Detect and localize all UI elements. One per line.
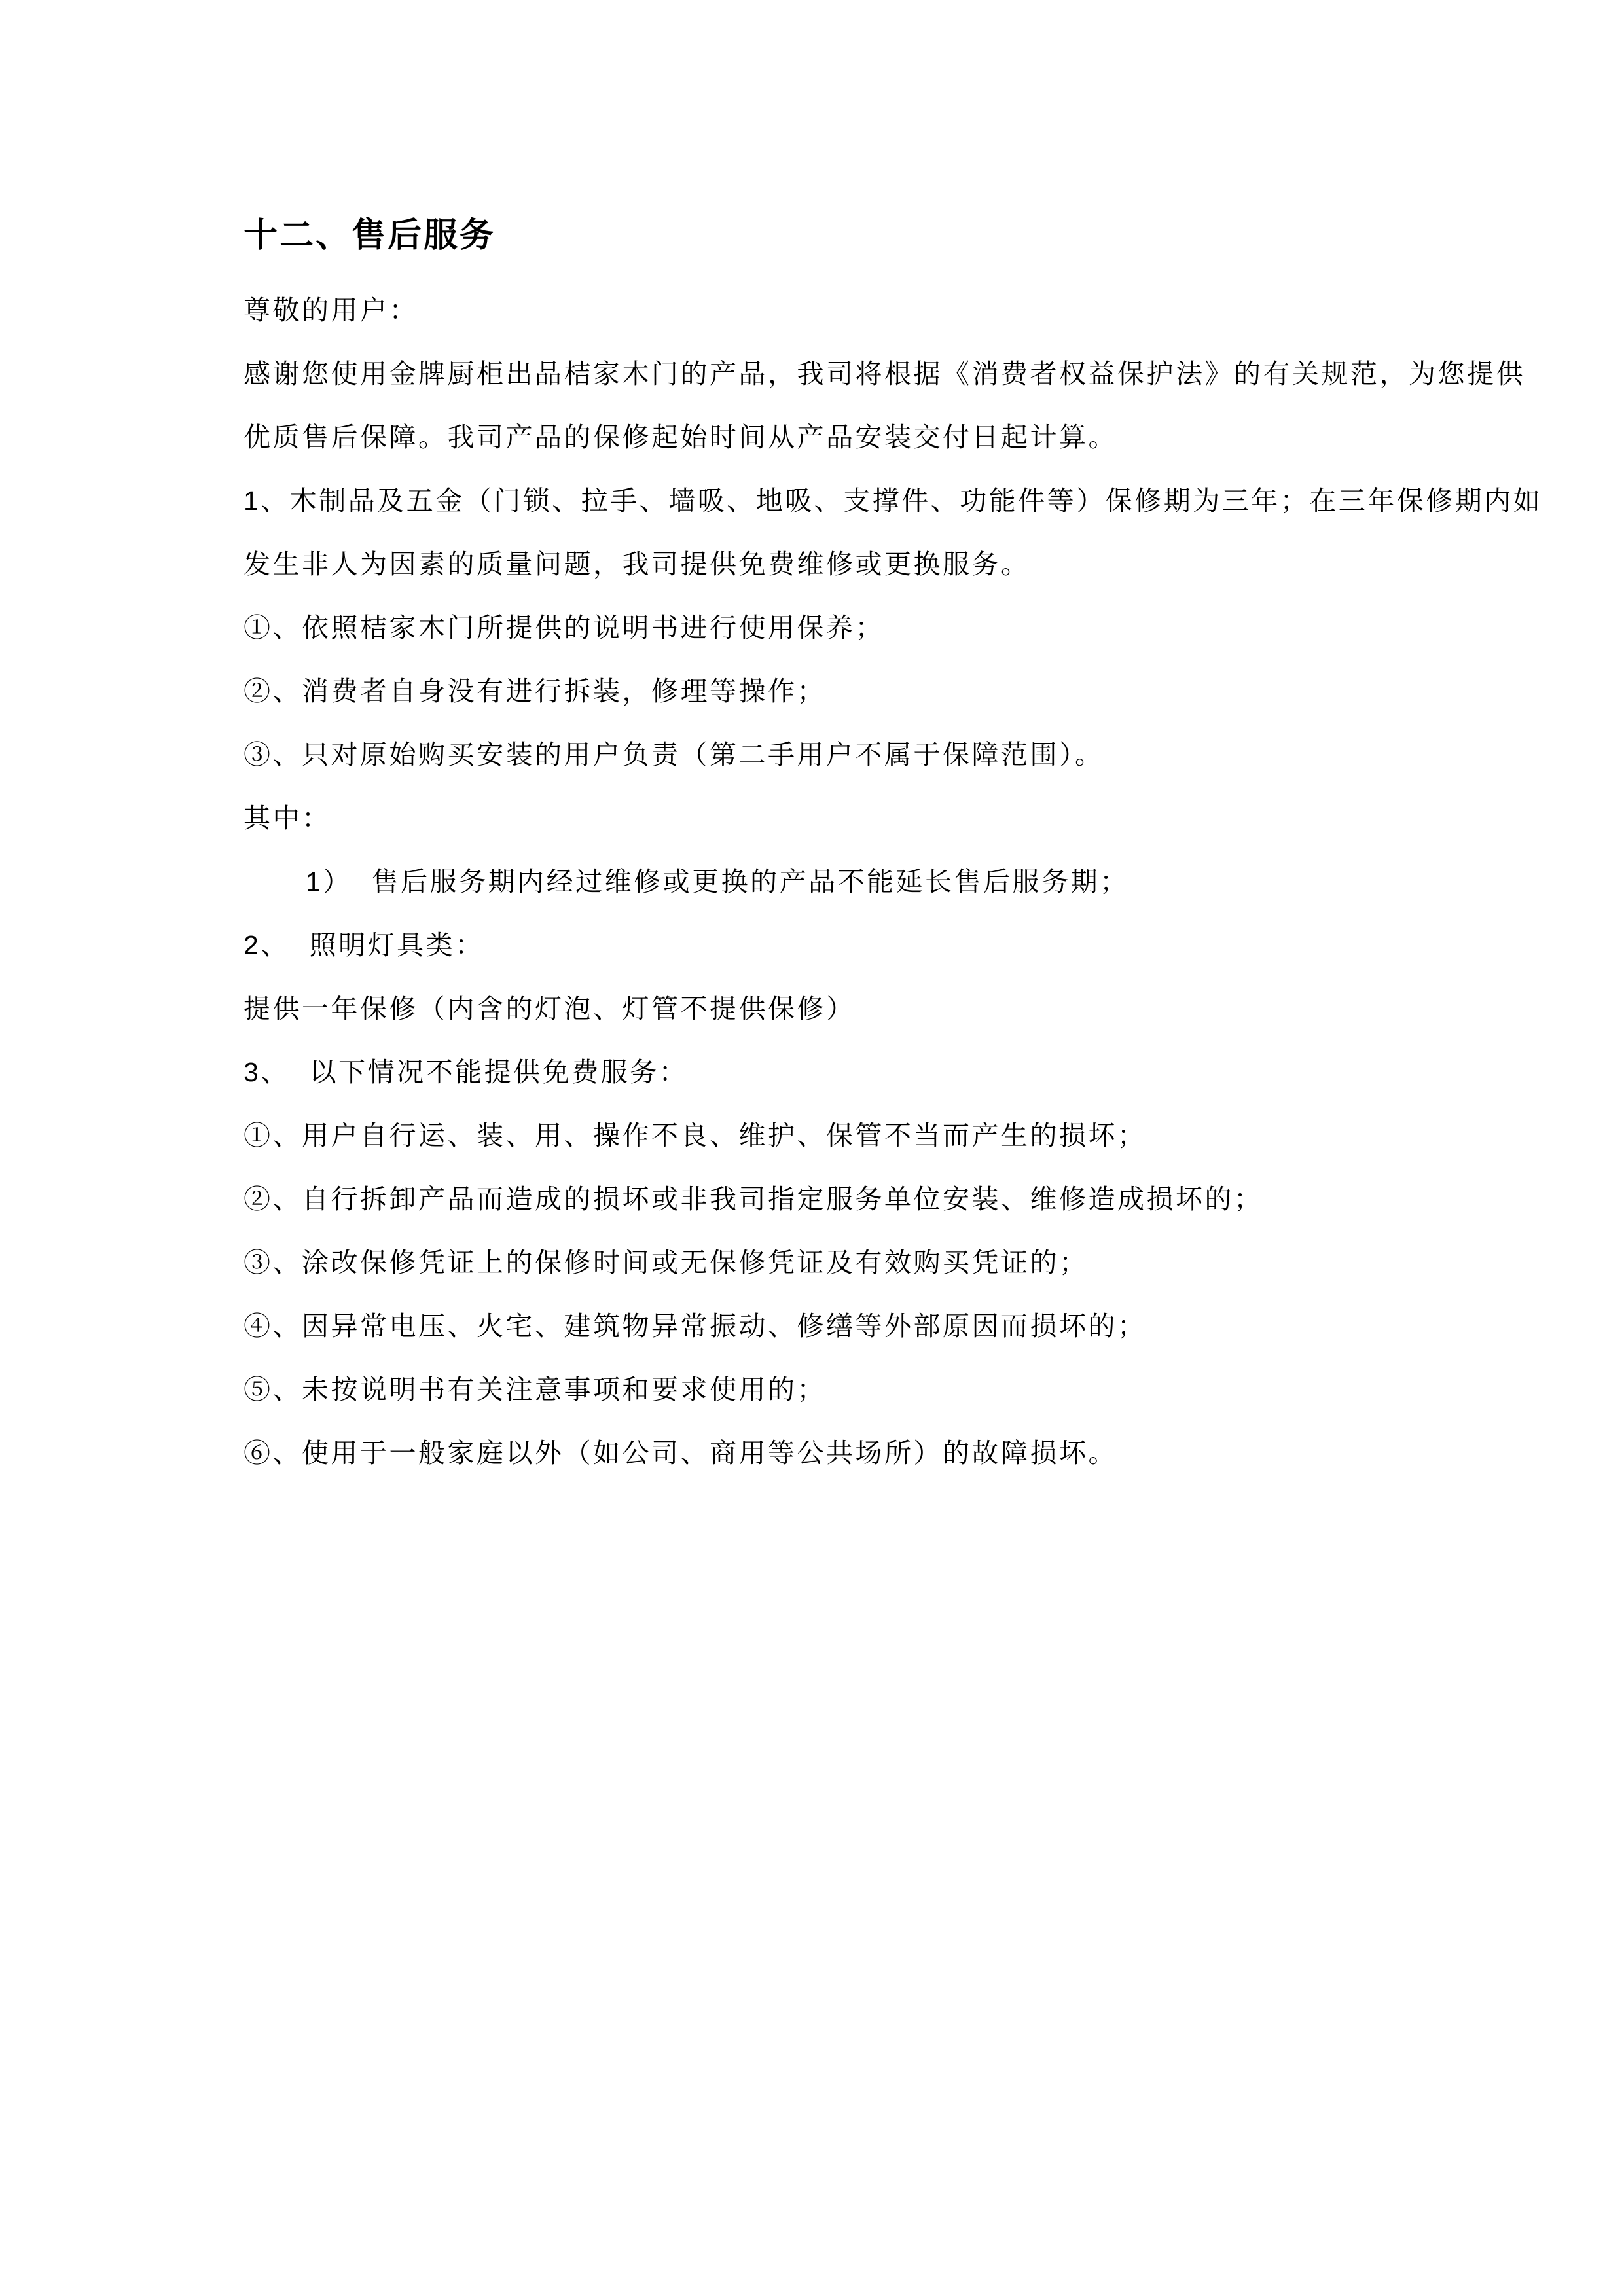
exclusion-3: ③、涂改保修凭证上的保修时间或无保修凭证及有效购买凭证的； xyxy=(244,1247,1089,1278)
warranty-item-1-line-2: 发生非人为因素的质量问题，我司提供免费维修或更换服务。 xyxy=(244,549,1030,579)
warranty-condition-2: ②、消费者自身没有进行拆装，修理等操作； xyxy=(244,676,826,706)
warranty-item-2: 2、 照明灯具类： xyxy=(244,930,484,960)
exclusion-5: ⑤、未按说明书有关注意事项和要求使用的； xyxy=(244,1374,826,1405)
note-label: ③、只对原始购买安装的用户负责（第二手用户不属于保障范围）。 xyxy=(244,740,1104,770)
exclusion-2: ②、自行拆卸产品而造成的损坏或非我司指定服务单位安装、维修造成损坏的； xyxy=(244,1184,1263,1214)
exclusion-4: ④、因异常电压、火宅、建筑物异常振动、修缮等外部原因而损坏的； xyxy=(244,1311,1147,1341)
warranty-item-1-line-1: 1、木制品及五金（门锁、拉手、墙吸、地吸、支撑件、功能件等）保修期为三年；在三年保修期内如 xyxy=(244,486,1543,516)
note-sub-item-1: 1） 售后服务期内经过维修或更换的产品不能延长售后服务期； xyxy=(306,867,1129,897)
exclusion-1: ①、用户自行运、装、用、操作不良、维护、保管不当而产生的损坏； xyxy=(244,1121,1147,1151)
note-intro: 其中： xyxy=(244,803,331,833)
warranty-item-3: 3、 以下情况不能提供免费服务： xyxy=(244,1057,689,1087)
document-body xyxy=(244,279,1543,1485)
exclusion-6: ⑥、使用于一般家庭以外（如公司、商用等公共场所）的故障损坏。 xyxy=(244,1438,1117,1468)
section-title: 十二、售后服务 xyxy=(244,217,496,255)
warranty-item-2-detail: 提供一年保修（内含的灯泡、灯管不提供保修） xyxy=(244,994,856,1024)
salutation-line: 尊敬的用户： xyxy=(244,295,418,325)
intro-paragraph-line-1: 感谢您使用金牌厨柜出品桔家木门的产品，我司将根据《消费者权益保护法》的有关规范，为您提供 xyxy=(244,359,1525,389)
warranty-condition-1: ①、依照桔家木门所提供的说明书进行使用保养； xyxy=(244,613,884,643)
intro-paragraph-line-2: 优质售后保障。我司产品的保修起始时间从产品安装交付日起计算。 xyxy=(244,422,1117,452)
